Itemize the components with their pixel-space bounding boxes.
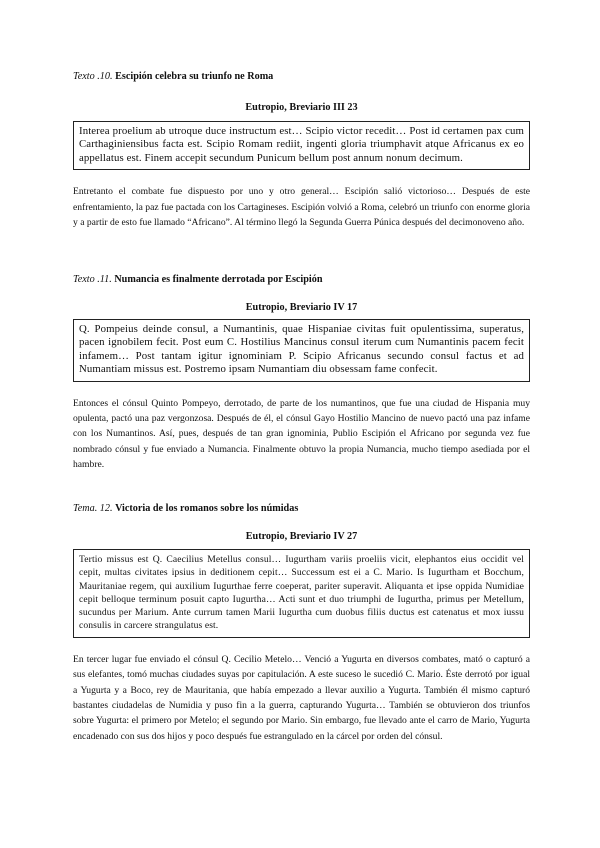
section-number: Tema. 12. [73, 503, 113, 514]
text-block-12 [73, 530, 530, 744]
section-number: Texto .11. [73, 274, 112, 285]
section-number: Texto .10. [73, 71, 113, 82]
text-block-10 [73, 101, 530, 230]
latin-passage-box: Interea proelium ab utroque duce instructum est… Scipio victor recedit… Post id certamen pax cum Carthaginiensibus facta est. Scipio Romam rediit, ingenti gloria triumphavit atque Africanus ex eo appellatus est. Finem accepit secundum Punicum bellum post annum nonum decimum. [73, 121, 530, 170]
source-citation: Eutropio, Breviario IV 17 [245, 302, 358, 313]
section-title: Numancia es finalmente derrotada por Escipión [114, 274, 323, 285]
latin-passage-box: Tertio missus est Q. Caecilius Metellus consul… Iugurtham variis proeliis vicit, elephantos eius occidit vel cepit, multas civitates ipsius in deditionem cepit… Successum est ei a C. Mario. Is Iugurtham et Bocchum, Mauritaniae regem, qui auxilium Iugurthae ferre coeperat, pariter superavit. Aliquanta et ipse oppida Numidiae cepit belloque terminum posuit capto Iugurtha… Acti sunt et duo triumphi de Iugurtha, primus per Metellum, sucundus per Marium. Ante currum tamen Marii Iugurtha cum duobus filiis ductus est catenatus et mox iussu consulis in carcere strangulatus est. [73, 549, 530, 638]
spanish-translation: Entretanto el combate fue dispuesto por uno y otro general… Escipión salió victorioso… Después de este enfrentamiento, la paz fue pactada con los Cartagineses. Escipión volvió a Roma, celebró un triunfo con enorme gloria y a partir de esto fue llamado “Africano”. Al término llegó la Segunda Guerra Púnica después del decimonoveno año. [73, 186, 530, 229]
source-citation: Eutropio, Breviario IV 27 [245, 531, 358, 542]
spanish-translation: En tercer lugar fue enviado el cónsul Q. Cecilio Metelo… Venció a Yugurta en diversos combates, mató o capturó a sus elefantes, tomó muchas ciudades suyas por capitulación. A este suceso le sucedió C. Mario. Éste derrotó por igual a Yugurta y a Boco, rey de Mauritania, que había empezado a llevar auxilio a Yugurta. También él mismo capturó bastantes ciudadelas de Numidia y puso fin a la guerra, capturando Yugurta… También se obtuvieron dos triunfos sobre Yugurta: el primero por Metelo; el segundo por Mario. Sin embargo, fue llevado ante el carro de Mario, Yugurta encadenado con sus dos hijos y poco después fue estrangulado en la cárcel por orden del cónsul. [73, 653, 530, 742]
spanish-translation: Entonces el cónsul Quinto Pompeyo, derrotado, de parte de los numantinos, que fue una ciudad de Hispania muy opulenta, pactó una paz vergonzosa. Después de él, el cónsul Gayo Hostilio Mancino de nuevo pactó una paz infame con los Numantinos. Así, pues, después de tan gran ignominia, Publio Escipión el Africano por segunda vez fue nombrado cónsul y fue enviado a Numancia. Finalmente obtuvo la propia Numancia, mucho tiempo asediada por el hambre. [73, 397, 530, 471]
text-section-12 [73, 502, 530, 515]
latin-passage-box: Q. Pompeius deinde consul, a Numantinis, quae Hispaniae civitas fuit opulentissima, superatus, pacen ignobilem fecit. Post eum C. Hostilius Mancinus consul iterum cum Numantinis pacem fecit infamem… Post tantam igitur ignominiam P. Scipio Africanus secundo consul factus et ad Numantiam missus est. Postremo ipsam Numantiam diu obsessam fame confecit. [73, 319, 530, 382]
section-title: Victoria de los romanos sobre los númidas [115, 503, 299, 514]
text-section-11 [73, 273, 530, 286]
text-block-11 [73, 301, 530, 473]
section-title: Escipión celebra su triunfo ne Roma [115, 71, 274, 82]
source-citation: Eutropio, Breviario III 23 [245, 102, 358, 113]
section-heading [73, 502, 530, 515]
section-heading [73, 70, 530, 83]
section-heading [73, 273, 530, 286]
text-section-10 [73, 70, 530, 83]
